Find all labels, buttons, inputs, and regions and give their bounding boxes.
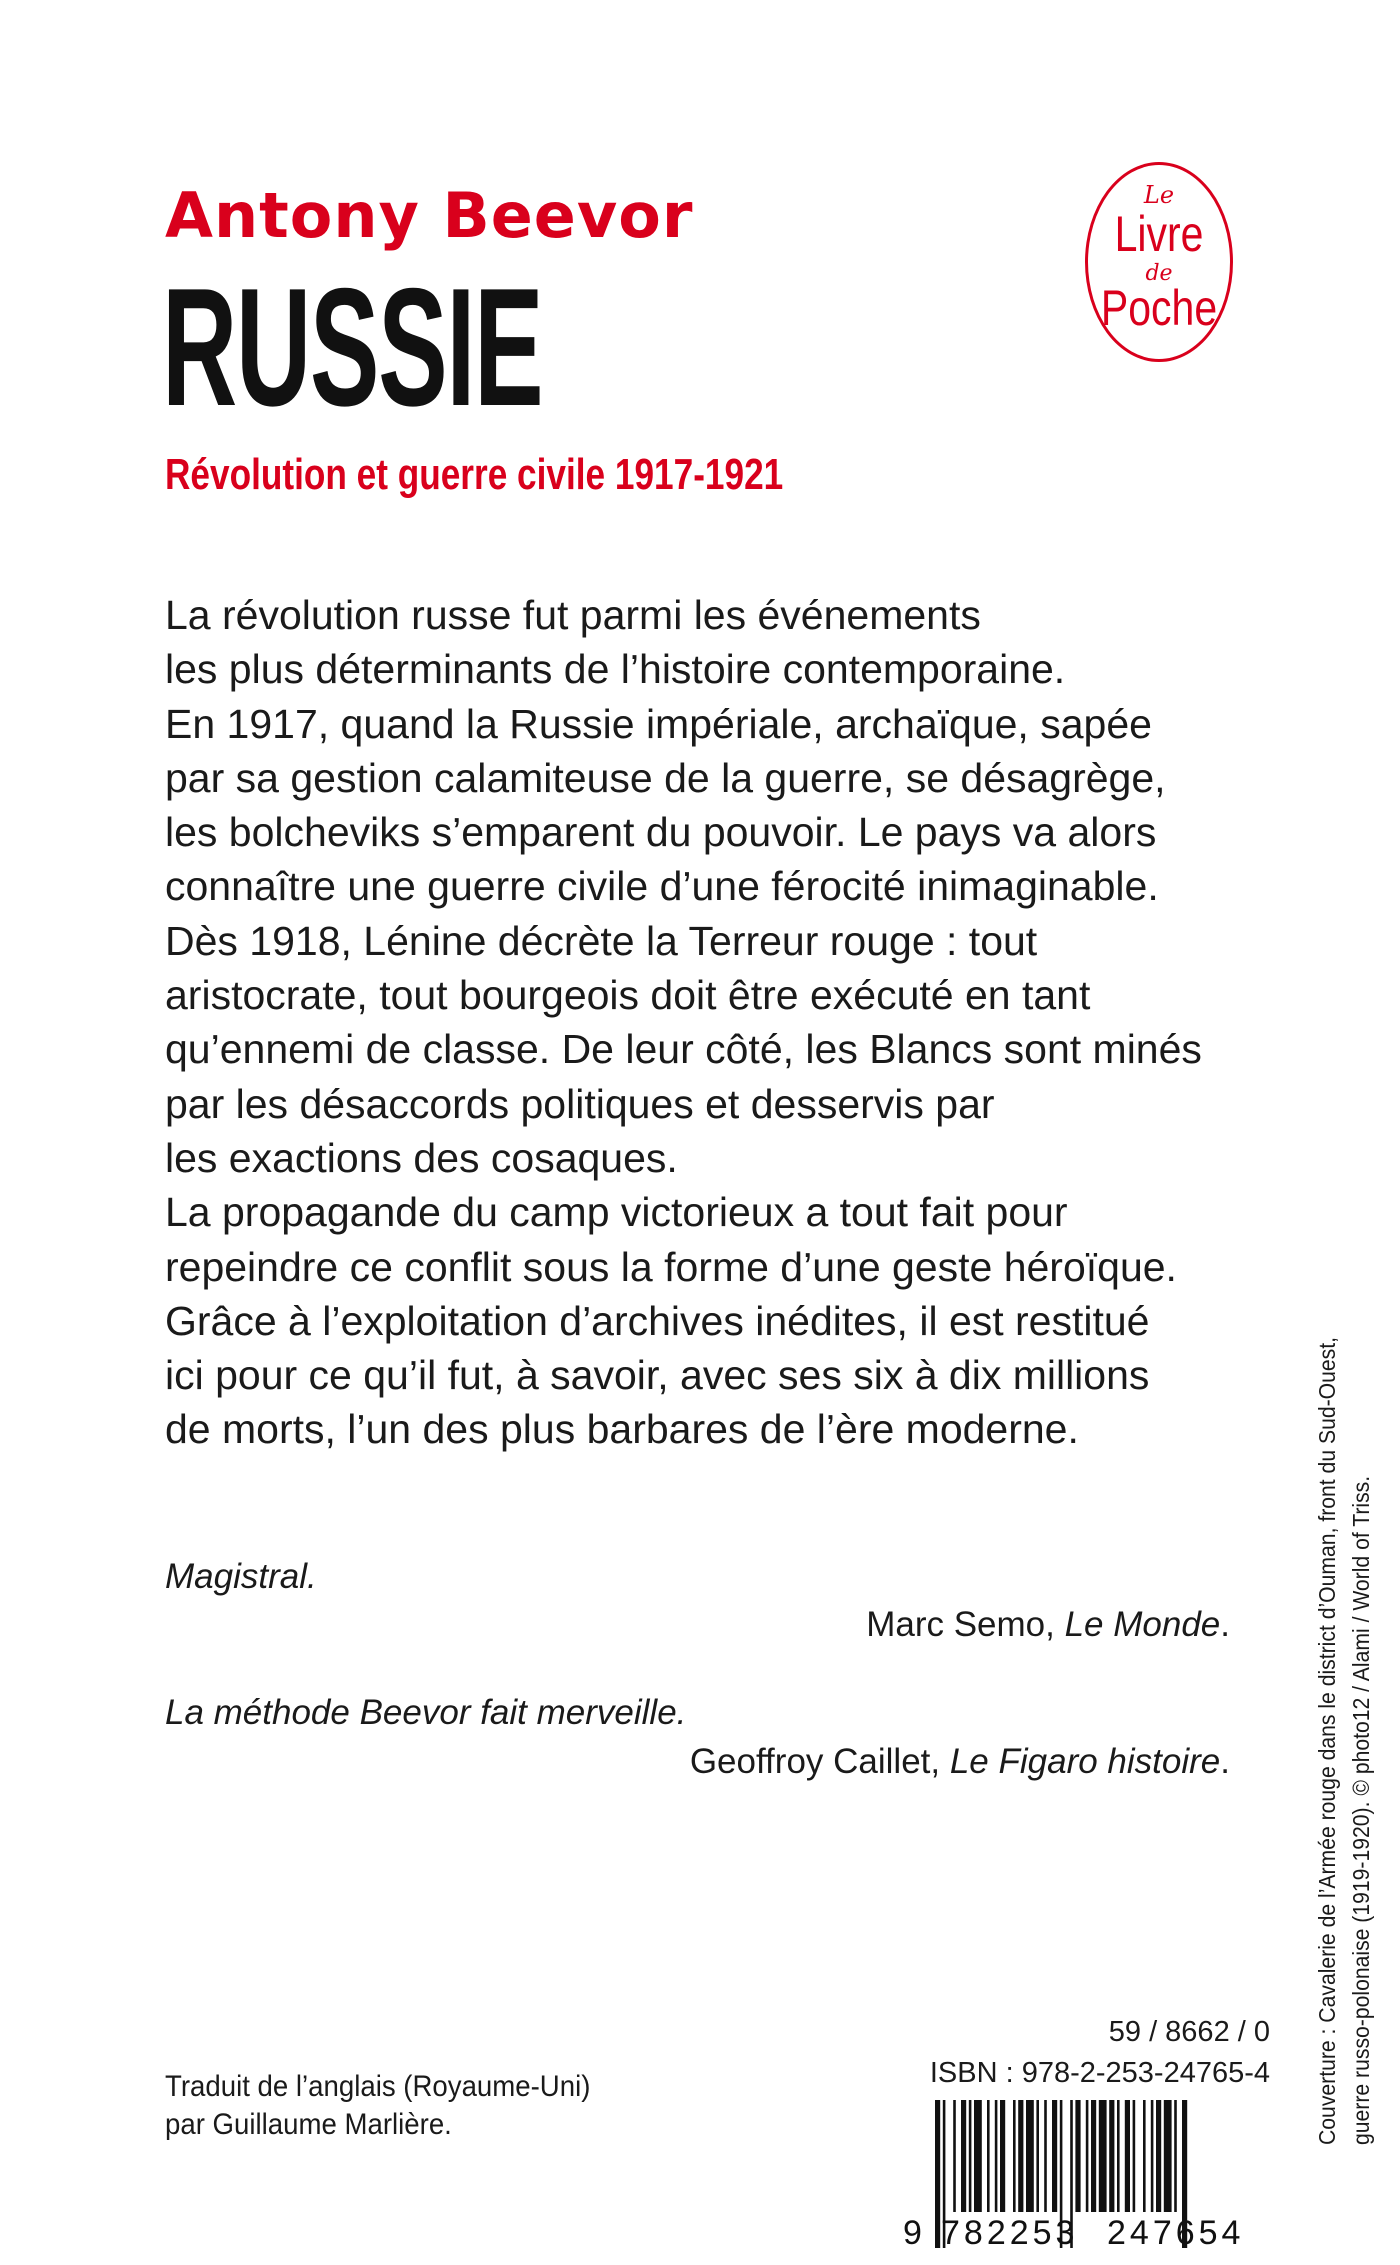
credits-line: guerre russo-polonaise (1919-1920). © photo12 / Alami / World of Triss. (1348, 1475, 1374, 2145)
barcode-digits-left: 782253 (941, 2214, 1079, 2250)
blurb-line: En 1917, quand la Russie impériale, archaïque, sapée (165, 700, 1152, 747)
barcode-bar (961, 2100, 966, 2212)
barcode-bar (1026, 2100, 1034, 2212)
blurb-line: par les désaccords politiques et desservis par (165, 1080, 995, 1127)
barcode-bar (1086, 2100, 1089, 2212)
isbn-barcode (895, 2098, 1275, 2250)
blurb-line: qu’ennemi de classe. De leur côté, les Blancs sont minés (165, 1026, 1202, 1073)
quote-end: . (1220, 1742, 1230, 1781)
quote-source: Le Monde (1064, 1605, 1221, 1644)
barcode-bar (1091, 2100, 1096, 2212)
quote-end: . (1220, 1605, 1230, 1644)
barcode-bar (1164, 2100, 1172, 2212)
quote-author: Marc Semo, (866, 1605, 1065, 1644)
barcode-bar (995, 2100, 998, 2212)
isbn-number: ISBN : 978-2-253-24765-4 (929, 2057, 1270, 2089)
blurb-line: les bolcheviks s’emparent du pouvoir. Le pays va alors (165, 809, 1157, 856)
barcode-bar (1013, 2100, 1016, 2212)
barcode-bar (969, 2100, 972, 2212)
blurb-line: de morts, l’un des plus barbares de l’ère moderne. (165, 1406, 1079, 1453)
blurb-line: La révolution russe fut parmi les événements (165, 592, 981, 638)
back-cover-blurb (165, 588, 1255, 1457)
barcode-digit-prefix: 9 (903, 2214, 922, 2250)
translator-line: par Guillaume Marlière. (165, 2108, 452, 2141)
blurb-line: les exactions des cosaques. (165, 1134, 678, 1181)
blurb-line: repeindre ce conflit sous la forme d’une geste héroïque. (165, 1243, 1177, 1290)
barcode-bar (1109, 2100, 1114, 2212)
barcode-bar (1052, 2100, 1057, 2212)
logo-de: de (1145, 261, 1173, 286)
credits-line: Couverture : Cavalerie de l’Armée rouge dans le district d’Ouman, front du Sud-Ouest, (1314, 1336, 1340, 2145)
barcode-bar (953, 2100, 956, 2212)
publisher-logo (1085, 162, 1233, 362)
press-quote-2: La méthode Beevor fait merveille. (165, 1693, 687, 1732)
blurb-line: Grâce à l’exploitation d’archives inédites, il est restitué (165, 1297, 1150, 1344)
barcode-bar (1000, 2100, 1005, 2212)
blurb-line: les plus déterminants de l’histoire contemporaine. (165, 646, 1066, 693)
barcode-bar (987, 2100, 990, 2212)
barcode-bar (974, 2100, 982, 2212)
blurb-line: Dès 1918, Lénine décrète la Terreur rouge : tout (165, 917, 1038, 964)
barcode-bar (1125, 2100, 1130, 2212)
blurb-line: aristocrate, tout bourgeois doit être exécuté en tant (165, 972, 1091, 1019)
book-subtitle: Révolution et guerre civile 1917-1921 (165, 450, 784, 499)
logo-poche: Poche (1100, 280, 1218, 336)
barcode-bar (1036, 2100, 1039, 2212)
press-attribution-1 (866, 1603, 1230, 1647)
catalog-number: 59 / 8662 / 0 (1108, 2016, 1270, 2048)
press-attribution-2 (690, 1740, 1230, 1784)
catalog-codes (930, 2012, 1270, 2094)
quote-source: Le Figaro histoire (949, 1742, 1221, 1781)
barcode-bar (1044, 2100, 1047, 2212)
barcode-bar (1075, 2100, 1080, 2212)
barcode-bar (1018, 2100, 1023, 2212)
quote-author: Geoffroy Caillet, (689, 1742, 950, 1781)
barcode-bar (1174, 2100, 1177, 2212)
blurb-line: par sa gestion calamiteuse de la guerre, se désagrège, (165, 754, 1166, 801)
barcode-bar (1156, 2100, 1161, 2212)
blurb-line: connaître une guerre civile d’une férocité inimaginable. (165, 863, 1159, 910)
blurb-line: La propagande du camp victorieux a tout fait pour (165, 1189, 1068, 1236)
blurb-line: ici pour ce qu’il fut, à savoir, avec ses six à dix millions (165, 1352, 1150, 1399)
logo-livre: Livre (1114, 206, 1204, 262)
translator-credit (165, 2068, 590, 2144)
logo-le: Le (1143, 181, 1175, 209)
barcode-bar (1117, 2100, 1120, 2212)
barcode-digits-right: 247654 (1107, 2214, 1245, 2250)
barcode-bar (935, 2100, 940, 2248)
author-name: Antony Beevor (165, 179, 694, 252)
cover-photo-credits (1310, 1225, 1378, 2145)
press-quote-1: Magistral. (165, 1557, 317, 1596)
barcode-bar (1099, 2100, 1107, 2212)
barcode-bar (1133, 2100, 1136, 2212)
barcode-bar (1143, 2100, 1146, 2212)
book-title: RUSSIE (162, 253, 543, 441)
barcode-bar (1151, 2100, 1154, 2212)
barcode-graphic (895, 2098, 1275, 2250)
translator-line: Traduit de l’anglais (Royaume-Uni) (165, 2070, 591, 2103)
